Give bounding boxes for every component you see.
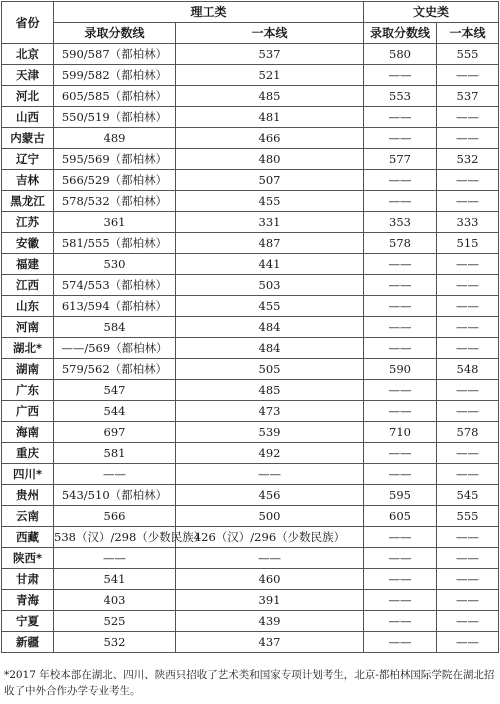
arts-admission-cell: —— <box>364 65 437 86</box>
science-admission-cell: 578/532（都柏林） <box>54 191 176 212</box>
science-tier1-cell: 539 <box>176 422 364 443</box>
arts-tier1-cell: —— <box>437 569 499 590</box>
province-cell: 福建 <box>2 254 54 275</box>
science-admission-cell: 581 <box>54 443 176 464</box>
science-admission-cell: —— <box>54 548 176 569</box>
science-tier1-cell: 487 <box>176 233 364 254</box>
science-admission-cell: 584 <box>54 317 176 338</box>
header-province: 省份 <box>2 2 54 44</box>
province-cell: 甘肃 <box>2 569 54 590</box>
table-row <box>2 464 499 485</box>
table-body <box>2 44 499 653</box>
arts-tier1-cell: 515 <box>437 233 499 254</box>
science-tier1-cell: 439 <box>176 611 364 632</box>
science-admission-cell: 595/569（都柏林） <box>54 149 176 170</box>
science-admission-cell: —— <box>54 464 176 485</box>
arts-admission-cell: —— <box>364 191 437 212</box>
arts-tier1-cell: —— <box>437 443 499 464</box>
province-cell: 青海 <box>2 590 54 611</box>
science-admission-cell: 538（汉）/298（少数民族） <box>54 527 176 548</box>
science-tier1-cell: 485 <box>176 380 364 401</box>
science-admission-cell: 566 <box>54 506 176 527</box>
science-admission-cell: 361 <box>54 212 176 233</box>
table-row <box>2 191 499 212</box>
arts-admission-cell: —— <box>364 254 437 275</box>
province-cell: 云南 <box>2 506 54 527</box>
arts-tier1-cell: 537 <box>437 86 499 107</box>
science-tier1-cell: 391 <box>176 590 364 611</box>
arts-admission-cell: 595 <box>364 485 437 506</box>
science-tier1-cell: 537 <box>176 44 364 65</box>
science-tier1-cell: 503 <box>176 275 364 296</box>
science-tier1-cell: 473 <box>176 401 364 422</box>
arts-admission-cell: 590 <box>364 359 437 380</box>
province-cell: 江西 <box>2 275 54 296</box>
science-tier1-cell: 480 <box>176 149 364 170</box>
province-cell: 江苏 <box>2 212 54 233</box>
science-tier1-cell: 455 <box>176 191 364 212</box>
table-row <box>2 107 499 128</box>
arts-admission-cell: —— <box>364 401 437 422</box>
header-arts-admission: 录取分数线 <box>364 23 437 44</box>
province-cell: 山东 <box>2 296 54 317</box>
header-row-category <box>2 2 499 23</box>
science-tier1-cell: 481 <box>176 107 364 128</box>
arts-admission-cell: —— <box>364 443 437 464</box>
arts-tier1-cell: —— <box>437 527 499 548</box>
arts-tier1-cell: —— <box>437 254 499 275</box>
arts-tier1-cell: —— <box>437 548 499 569</box>
arts-tier1-cell: —— <box>437 632 499 653</box>
arts-admission-cell: —— <box>364 380 437 401</box>
province-cell: 吉林 <box>2 170 54 191</box>
province-cell: 新疆 <box>2 632 54 653</box>
header-science-tier1: 一本线 <box>176 23 364 44</box>
science-admission-cell: 566/529（都柏林） <box>54 170 176 191</box>
science-admission-cell: 590/587（都柏林） <box>54 44 176 65</box>
science-tier1-cell: 426（汉）/296（少数民族） <box>176 527 364 548</box>
table-row <box>2 296 499 317</box>
science-tier1-cell: 441 <box>176 254 364 275</box>
arts-admission-cell: —— <box>364 338 437 359</box>
province-cell: 天津 <box>2 65 54 86</box>
arts-admission-cell: —— <box>364 464 437 485</box>
science-tier1-cell: —— <box>176 464 364 485</box>
science-tier1-cell: 505 <box>176 359 364 380</box>
arts-tier1-cell: 532 <box>437 149 499 170</box>
science-admission-cell: 599/582（都柏林） <box>54 65 176 86</box>
arts-admission-cell: —— <box>364 569 437 590</box>
science-admission-cell: 530 <box>54 254 176 275</box>
header-arts: 文史类 <box>364 2 499 23</box>
science-admission-cell: ——/569（都柏林） <box>54 338 176 359</box>
arts-admission-cell: —— <box>364 632 437 653</box>
science-admission-cell: 547 <box>54 380 176 401</box>
arts-tier1-cell: —— <box>437 464 499 485</box>
arts-tier1-cell: 333 <box>437 212 499 233</box>
table-row <box>2 611 499 632</box>
province-cell: 辽宁 <box>2 149 54 170</box>
province-cell: 北京 <box>2 44 54 65</box>
science-admission-cell: 532 <box>54 632 176 653</box>
science-admission-cell: 489 <box>54 128 176 149</box>
science-admission-cell: 403 <box>54 590 176 611</box>
arts-tier1-cell: —— <box>437 401 499 422</box>
arts-tier1-cell: —— <box>437 191 499 212</box>
arts-tier1-cell: —— <box>437 170 499 191</box>
science-admission-cell: 605/585（都柏林） <box>54 86 176 107</box>
science-tier1-cell: 507 <box>176 170 364 191</box>
science-admission-cell: 550/519（都柏林） <box>54 107 176 128</box>
science-tier1-cell: 521 <box>176 65 364 86</box>
table-row <box>2 359 499 380</box>
arts-admission-cell: 580 <box>364 44 437 65</box>
arts-tier1-cell: 555 <box>437 506 499 527</box>
admission-score-table <box>1 1 499 653</box>
province-cell: 广西 <box>2 401 54 422</box>
arts-tier1-cell: —— <box>437 590 499 611</box>
arts-tier1-cell: —— <box>437 107 499 128</box>
table-row <box>2 65 499 86</box>
arts-tier1-cell: —— <box>437 380 499 401</box>
table-row <box>2 170 499 191</box>
science-admission-cell: 525 <box>54 611 176 632</box>
arts-tier1-cell: 578 <box>437 422 499 443</box>
science-admission-cell: 543/510（都柏林） <box>54 485 176 506</box>
arts-tier1-cell: 555 <box>437 44 499 65</box>
table-row <box>2 401 499 422</box>
province-cell: 贵州 <box>2 485 54 506</box>
science-admission-cell: 697 <box>54 422 176 443</box>
province-cell: 宁夏 <box>2 611 54 632</box>
table-row <box>2 632 499 653</box>
arts-admission-cell: —— <box>364 317 437 338</box>
table-row <box>2 569 499 590</box>
table-row <box>2 212 499 233</box>
arts-admission-cell: —— <box>364 611 437 632</box>
arts-admission-cell: —— <box>364 128 437 149</box>
arts-tier1-cell: —— <box>437 611 499 632</box>
province-cell: 广东 <box>2 380 54 401</box>
province-cell: 河北 <box>2 86 54 107</box>
arts-admission-cell: —— <box>364 107 437 128</box>
footnote: *2017 年校本部在湖北、四川、陕西只招收了艺术类和国家专项计划考生，北京-都柏林国际学院在湖北招收了中外合作办学专业考生。 <box>4 669 495 697</box>
arts-admission-cell: 578 <box>364 233 437 254</box>
arts-tier1-cell: —— <box>437 275 499 296</box>
science-tier1-cell: 500 <box>176 506 364 527</box>
arts-admission-cell: —— <box>364 548 437 569</box>
arts-admission-cell: —— <box>364 527 437 548</box>
science-tier1-cell: 466 <box>176 128 364 149</box>
table-row <box>2 527 499 548</box>
province-cell: 内蒙古 <box>2 128 54 149</box>
table-row <box>2 275 499 296</box>
table-row <box>2 548 499 569</box>
province-cell: 湖南 <box>2 359 54 380</box>
arts-admission-cell: 353 <box>364 212 437 233</box>
arts-tier1-cell: —— <box>437 65 499 86</box>
science-admission-cell: 574/553（都柏林） <box>54 275 176 296</box>
science-admission-cell: 613/594（都柏林） <box>54 296 176 317</box>
arts-admission-cell: 577 <box>364 149 437 170</box>
table-row <box>2 506 499 527</box>
arts-admission-cell: —— <box>364 296 437 317</box>
science-tier1-cell: 484 <box>176 338 364 359</box>
province-cell: 西藏 <box>2 527 54 548</box>
science-tier1-cell: 492 <box>176 443 364 464</box>
table-row <box>2 128 499 149</box>
table-row <box>2 443 499 464</box>
arts-admission-cell: 553 <box>364 86 437 107</box>
table-row <box>2 317 499 338</box>
science-tier1-cell: 484 <box>176 317 364 338</box>
science-tier1-cell: —— <box>176 548 364 569</box>
science-tier1-cell: 485 <box>176 86 364 107</box>
science-tier1-cell: 456 <box>176 485 364 506</box>
table-row <box>2 590 499 611</box>
table-row <box>2 485 499 506</box>
table-row <box>2 86 499 107</box>
science-tier1-cell: 455 <box>176 296 364 317</box>
header-science-admission: 录取分数线 <box>54 23 176 44</box>
science-admission-cell: 581/555（都柏林） <box>54 233 176 254</box>
table-row <box>2 380 499 401</box>
table-row <box>2 338 499 359</box>
table-row <box>2 149 499 170</box>
province-cell: 重庆 <box>2 443 54 464</box>
table-row <box>2 254 499 275</box>
science-admission-cell: 544 <box>54 401 176 422</box>
arts-admission-cell: —— <box>364 275 437 296</box>
science-tier1-cell: 460 <box>176 569 364 590</box>
header-arts-tier1: 一本线 <box>437 23 499 44</box>
arts-tier1-cell: —— <box>437 338 499 359</box>
province-cell: 黑龙江 <box>2 191 54 212</box>
province-cell: 安徽 <box>2 233 54 254</box>
table-row <box>2 233 499 254</box>
arts-admission-cell: —— <box>364 170 437 191</box>
arts-tier1-cell: 545 <box>437 485 499 506</box>
header-row-sub <box>2 23 499 44</box>
table-row <box>2 44 499 65</box>
science-admission-cell: 541 <box>54 569 176 590</box>
arts-tier1-cell: —— <box>437 128 499 149</box>
province-cell: 湖北* <box>2 338 54 359</box>
province-cell: 陕西* <box>2 548 54 569</box>
arts-tier1-cell: 548 <box>437 359 499 380</box>
arts-tier1-cell: —— <box>437 296 499 317</box>
arts-admission-cell: 710 <box>364 422 437 443</box>
table-row <box>2 422 499 443</box>
arts-tier1-cell: —— <box>437 317 499 338</box>
province-cell: 山西 <box>2 107 54 128</box>
science-tier1-cell: 437 <box>176 632 364 653</box>
science-tier1-cell: 331 <box>176 212 364 233</box>
province-cell: 海南 <box>2 422 54 443</box>
science-admission-cell: 579/562（都柏林） <box>54 359 176 380</box>
arts-admission-cell: 605 <box>364 506 437 527</box>
header-science: 理工类 <box>54 2 364 23</box>
province-cell: 四川* <box>2 464 54 485</box>
province-cell: 河南 <box>2 317 54 338</box>
arts-admission-cell: —— <box>364 590 437 611</box>
